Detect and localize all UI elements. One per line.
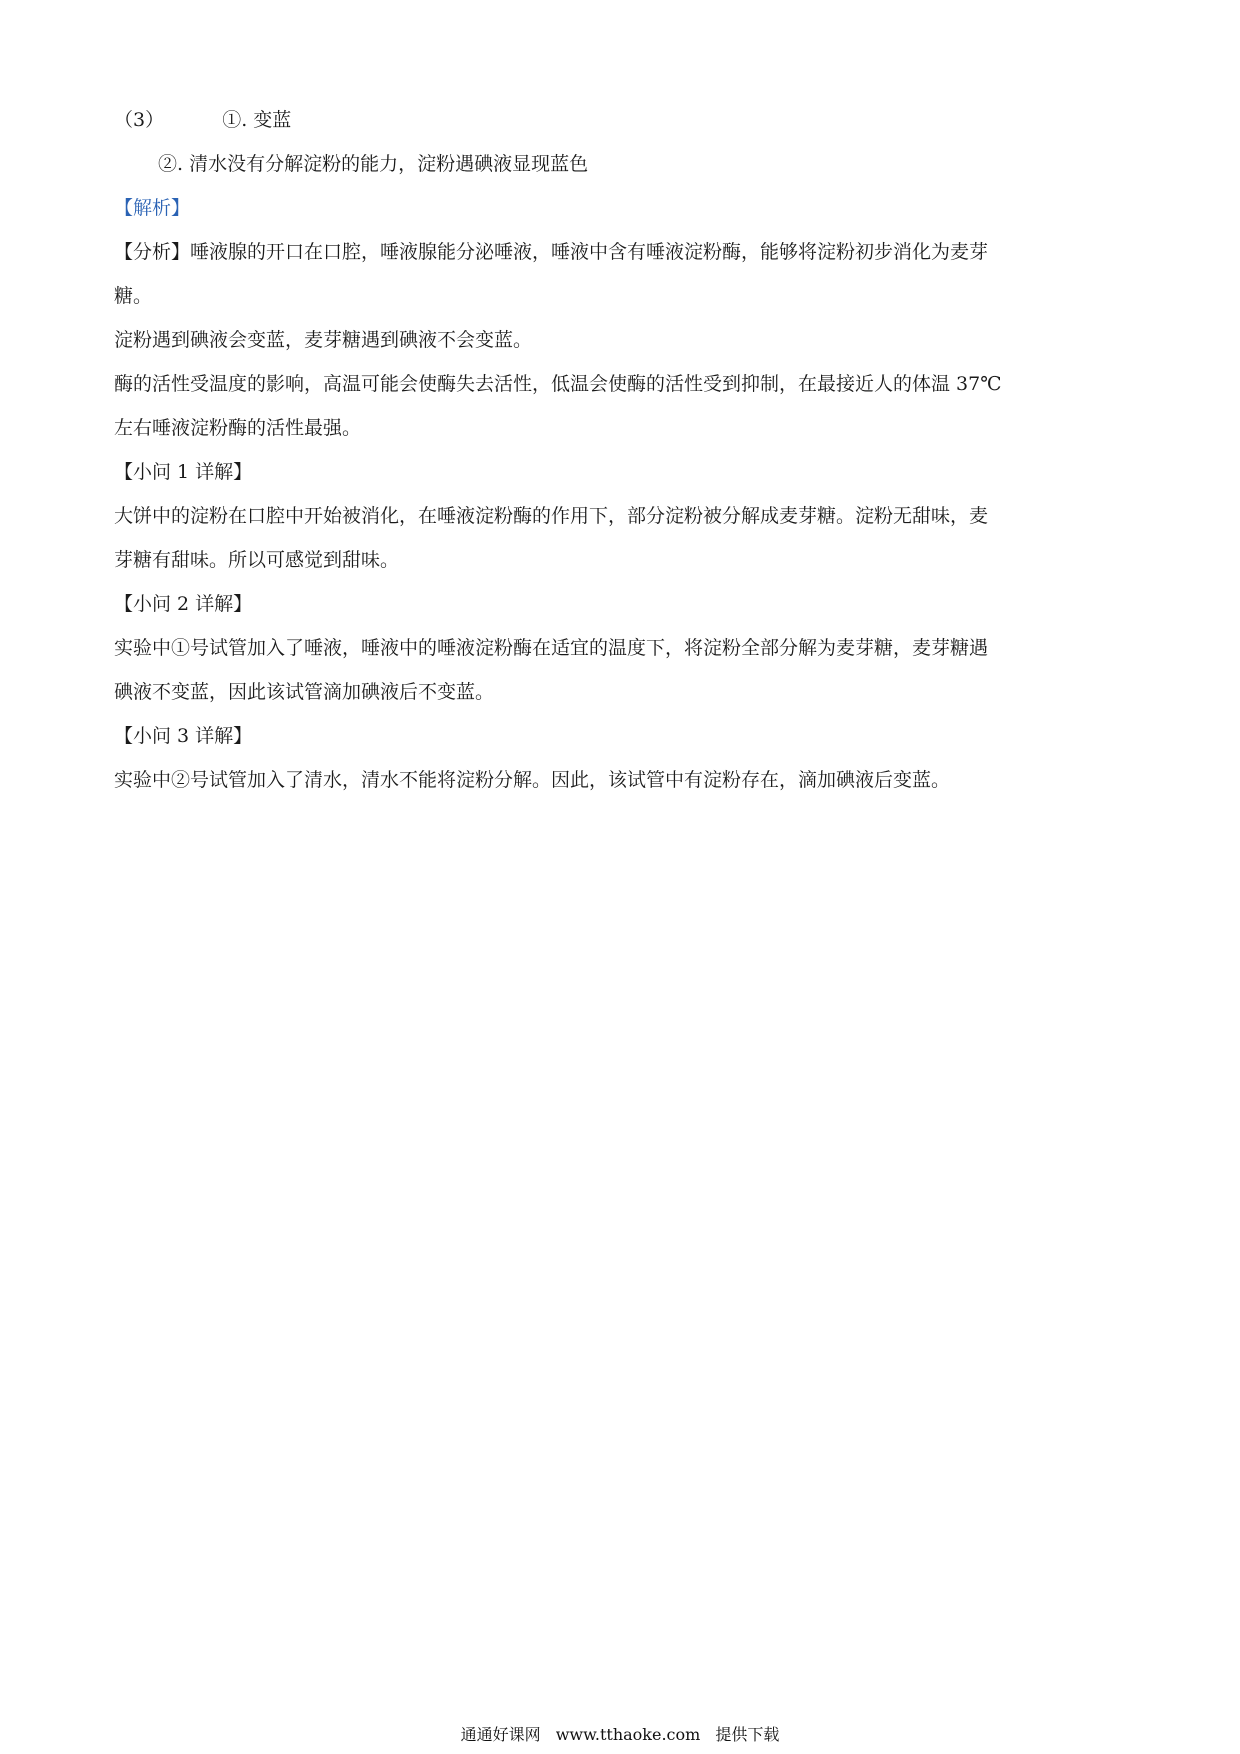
analysis-line-5: 左右唾液淀粉酶的活性最强。 <box>114 417 362 439</box>
analysis-line-4: 酶的活性受温度的影响，高温可能会使酶失去活性，低温会使酶的活性受到抑制，在最接近人的体温 37℃ <box>114 373 1002 395</box>
q2-line-1: 实验中①号试管加入了唾液，唾液中的唾液淀粉酶在适宜的温度下，将淀粉全部分解为麦芽糖，麦芽糖遇 <box>114 637 989 659</box>
answer-line-3 <box>114 107 291 133</box>
footer-url-link[interactable]: www.tthaoke.com <box>555 1725 701 1744</box>
question-number: （3） <box>114 109 165 131</box>
footer-suffix: 提供下载 <box>715 1725 780 1744</box>
q3-heading: 【小问 3 详解】 <box>114 725 253 747</box>
answer-item-1: ①. 变蓝 <box>222 109 292 131</box>
q1-line-1: 大饼中的淀粉在口腔中开始被消化，在唾液淀粉酶的作用下，部分淀粉被分解成麦芽糖。淀粉无甜味，麦 <box>114 505 989 527</box>
page-footer <box>0 1722 1240 1745</box>
analysis-line-1: 【分析】唾液腺的开口在口腔，唾液腺能分泌唾液，唾液中含有唾液淀粉酶，能够将淀粉初步消化为麦芽 <box>114 241 989 263</box>
answer-item-2: ②. 清水没有分解淀粉的能力，淀粉遇碘液显现蓝色 <box>158 153 589 175</box>
analysis-line-3: 淀粉遇到碘液会变蓝，麦芽糖遇到碘液不会变蓝。 <box>114 329 533 351</box>
q3-line-1: 实验中②号试管加入了清水，清水不能将淀粉分解。因此，该试管中有淀粉存在，滴加碘液后变蓝。 <box>114 769 951 791</box>
analysis-heading: 【解析】 <box>114 197 191 219</box>
q1-line-2: 芽糖有甜味。所以可感觉到甜味。 <box>114 549 400 571</box>
q2-line-2: 碘液不变蓝，因此该试管滴加碘液后不变蓝。 <box>114 681 495 703</box>
q2-heading: 【小问 2 详解】 <box>114 593 253 615</box>
q1-heading: 【小问 1 详解】 <box>114 461 253 483</box>
footer-site-name: 通通好课网 <box>460 1725 541 1744</box>
analysis-line-2: 糖。 <box>114 285 153 307</box>
